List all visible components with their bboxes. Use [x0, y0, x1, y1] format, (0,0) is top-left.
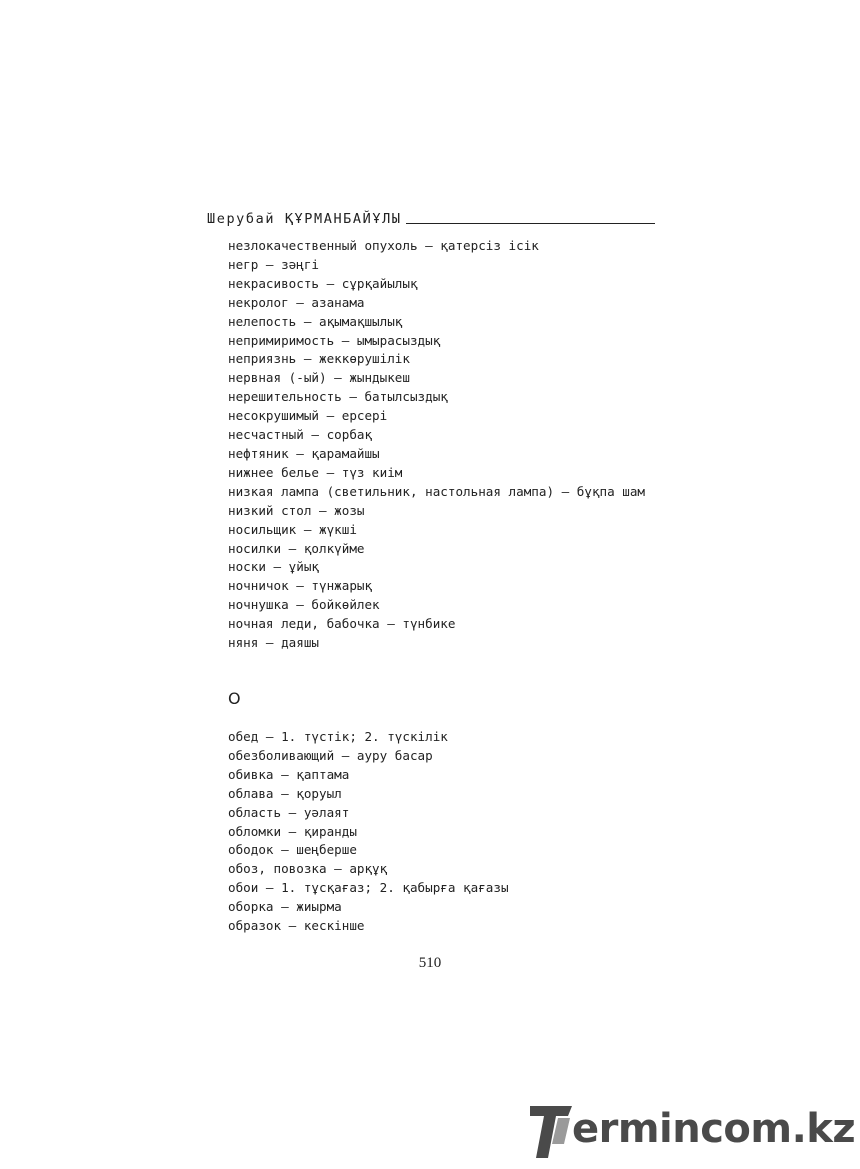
section-letter: О — [228, 689, 241, 708]
entry: носильщик – жүкші — [228, 521, 357, 537]
entry: ночнушка – бойкөйлек — [228, 597, 380, 613]
entry: низкий стол – жозы — [228, 502, 365, 518]
entry: носилки – қолкүйме — [228, 540, 365, 556]
entry: некролог – азанама — [228, 294, 365, 310]
entry: обед – 1. түстік; 2. түскілік — [228, 729, 448, 744]
entry: няня – даяшы — [228, 635, 319, 651]
entry: облава – қоруыл — [228, 785, 342, 801]
page-number: 510 — [418, 955, 442, 971]
logo-t-icon — [528, 1104, 574, 1160]
entry: обои – 1. тұсқағаз; 2. қабырға қағазы — [228, 880, 509, 896]
entry: низкая лампа (светильник, настольная лампа) – бұқпа шам — [228, 483, 646, 499]
entry: несокрушимый – ерсері — [228, 408, 388, 424]
entry: нижнее белье – түз киім — [228, 464, 403, 480]
termincom-logo[interactable] — [524, 1100, 856, 1160]
page-header — [207, 211, 655, 227]
header-rule — [406, 223, 655, 224]
entry: негр – зәңгі — [228, 256, 319, 272]
entry: обоз, повозка – арқұқ — [228, 861, 388, 877]
dictionary-entries-o — [207, 728, 655, 936]
entry: некрасивость – сұрқайылық — [228, 275, 418, 291]
entry: ночная леди, бабочка – түнбике — [228, 616, 456, 632]
entry: область – уәлаят — [228, 804, 350, 820]
entry: нефтяник – қарамайшы — [228, 445, 380, 461]
entry: нелепость – ақымақшылық — [228, 313, 403, 329]
dictionary-entries-n — [207, 237, 655, 653]
entry: непримиримость – ымырасыздық — [228, 332, 441, 348]
logo-text-end: m.kz — [750, 1106, 856, 1152]
entry: несчастный – сорбақ — [228, 427, 373, 443]
entry: нерешительность – батылсыздық — [228, 389, 448, 405]
entry: неприязнь – жеккөрушілік — [228, 351, 410, 367]
entry: обломки – қиранды — [228, 823, 357, 839]
entry: образок – кескінше — [228, 918, 365, 934]
entry: ночничок – түнжарық — [228, 578, 373, 594]
entry: незлокачественный опухоль – қатерсіз ісік — [228, 238, 539, 253]
author-name: Шерубай ҚҰРМАНБАЙҰЛЫ — [207, 211, 402, 227]
entry: обивка – қаптама — [228, 766, 350, 782]
entry: ободок – шеңберше — [228, 842, 357, 858]
entry: обезболивающий – ауру басар — [228, 747, 433, 763]
entry: носки – ұйық — [228, 559, 319, 575]
logo-text — [572, 1106, 855, 1152]
logo-text-start: ermincо — [572, 1106, 751, 1152]
entry: оборка – жиырма — [228, 899, 342, 915]
entry: нервная (-ый) – жындыкеш — [228, 370, 410, 386]
